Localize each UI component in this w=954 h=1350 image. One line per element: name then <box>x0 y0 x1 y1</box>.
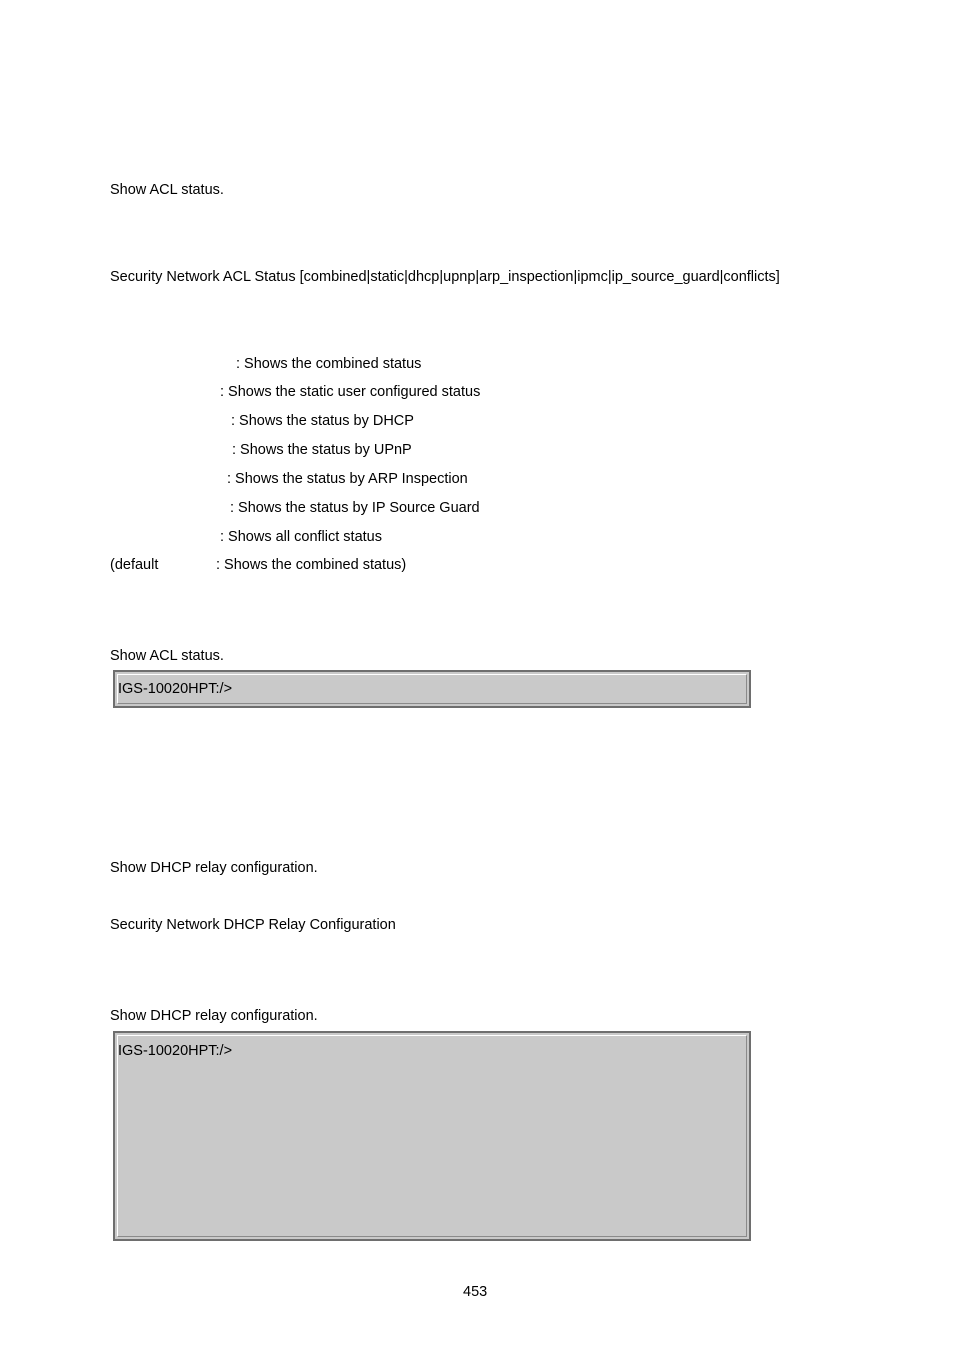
dhcp-description: Show DHCP relay configuration. <box>110 860 318 876</box>
dhcp-example-prompt: IGS-10020HPT:/> <box>118 1043 233 1059</box>
dhcp-example-description: Show DHCP relay configuration. <box>110 1008 318 1024</box>
dhcp-example-console <box>113 1031 751 1241</box>
param-upnp-desc: : Shows the status by UPnP <box>232 442 412 458</box>
param-ip-source-guard-desc: : Shows the status by IP Source Guard <box>230 500 480 516</box>
dhcp-example-console-bevel <box>117 1035 747 1237</box>
param-arp-inspection-desc: : Shows the status by ARP Inspection <box>227 471 468 487</box>
param-conflicts-desc: : Shows all conflict status <box>220 529 382 545</box>
param-static-desc: : Shows the static user configured status <box>220 384 481 400</box>
acl-syntax: Security Network ACL Status [combined|static|dhcp|upnp|arp_inspection|ipmc|ip_source_guard|conflicts] <box>110 269 780 285</box>
acl-example-description: Show ACL status. <box>110 648 224 664</box>
param-combined-desc: : Shows the combined status <box>236 356 422 372</box>
acl-example-console <box>113 670 751 708</box>
acl-example-prompt: IGS-10020HPT:/> <box>118 681 233 697</box>
page-number: 453 <box>463 1284 488 1300</box>
acl-description: Show ACL status. <box>110 182 224 198</box>
default-label: (default <box>110 557 159 573</box>
param-dhcp-desc: : Shows the status by DHCP <box>231 413 414 429</box>
default-description: : Shows the combined status) <box>216 557 407 573</box>
dhcp-syntax: Security Network DHCP Relay Configuration <box>110 917 396 933</box>
